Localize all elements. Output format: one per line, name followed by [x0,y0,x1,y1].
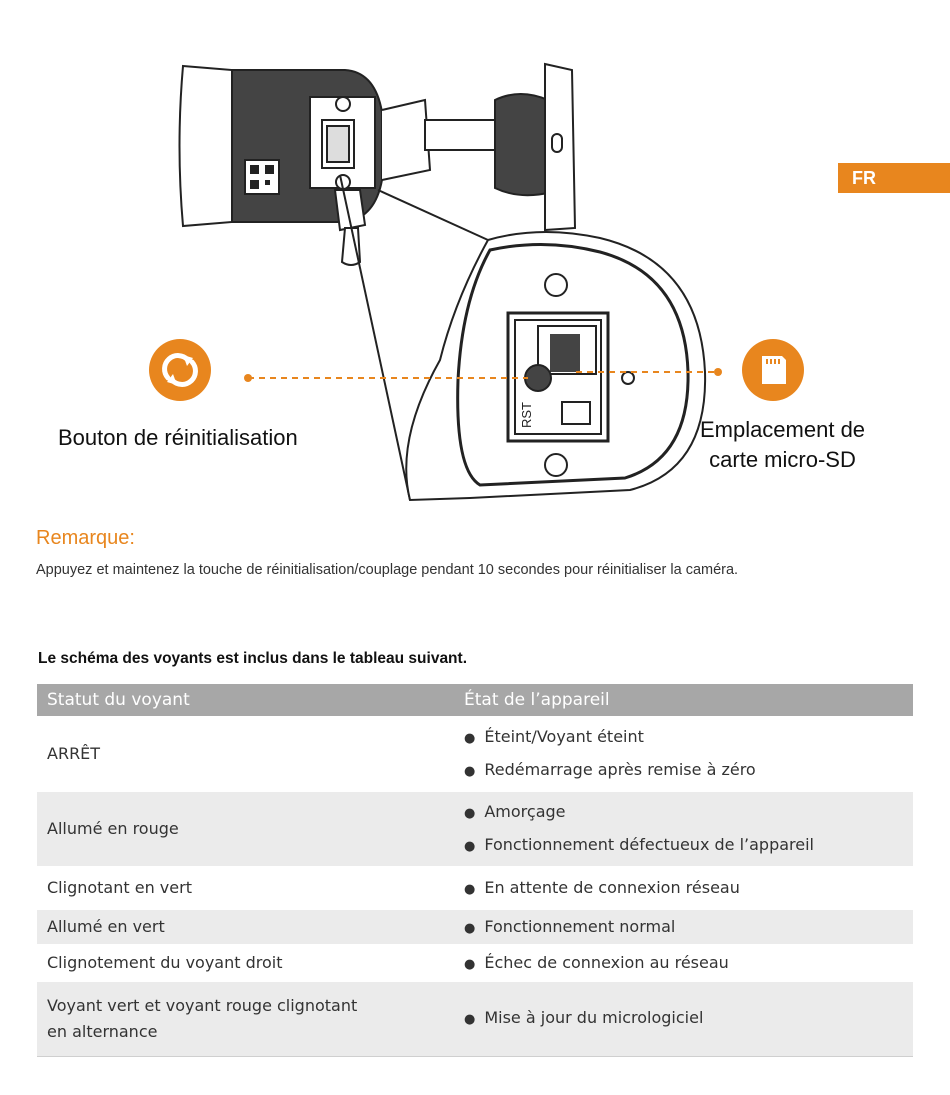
sd-slot-label-line1: Emplacement de [699,417,866,442]
device-state-item: ● Fonctionnement défectueux de l’appareil [464,829,913,862]
led-status-cell: Clignotant en vert [47,878,192,897]
sd-card-icon [742,339,804,401]
device-state-cell [454,944,913,982]
device-state-item: ● Redémarrage après remise à zéro [464,754,913,787]
device-state-cell [454,866,913,910]
device-state-item: ● Mise à jour du micrologiciel [464,1002,913,1035]
table-row [37,866,913,910]
zoom-detail [406,232,705,500]
device-state-item: ● Éteint/Voyant éteint [464,721,913,754]
zoom-line [340,175,410,500]
zoom-line [378,190,488,240]
sd-slot-label-line2: carte micro-SD [709,447,856,472]
sd-slot-label [670,415,895,475]
note-text: Appuyez et maintenez la touche de réinitialisation/couplage pendant 10 secondes pour réinitialiser la caméra. [36,562,739,578]
table-title: Le schéma des voyants est inclus dans le tableau suivant. [38,650,467,667]
reset-button-label: Bouton de réinitialisation [58,425,298,450]
sd-callout-dot [714,368,722,376]
device-state-item: ● Amorçage [464,796,913,829]
led-status-cell: Clignotement du voyant droit [47,953,283,972]
note-title: Remarque: [36,527,135,549]
device-state-cell [454,910,913,944]
device-state-item: ● Échec de connexion au réseau [464,947,913,980]
rst-label: RST [519,402,534,428]
table-row [37,982,913,1056]
column-header-status: Statut du voyant [37,684,454,716]
led-status-cell: Voyant vert et voyant rouge clignotant en alternance [37,982,454,1056]
language-tab: FR [838,163,950,193]
device-state-item: ● Fonctionnement normal [464,911,913,944]
device-state-cell [454,792,913,866]
device-state-item: ● En attente de connexion réseau [464,872,913,905]
led-status-cell: Allumé en rouge [37,792,454,866]
table-header-row [37,684,913,716]
reset-callout-dot [244,374,252,382]
table-row [37,910,913,944]
table-row [37,792,913,866]
reset-icon [149,339,211,401]
device-state-cell [454,982,913,1056]
table-row [37,944,913,982]
led-status-table [37,684,913,1057]
table-row [37,716,913,792]
led-status-cell: ARRÊT [47,744,101,763]
device-state-cell [454,716,913,792]
column-header-device-state: État de l’appareil [454,684,913,716]
led-status-cell: Allumé en vert [37,910,454,944]
